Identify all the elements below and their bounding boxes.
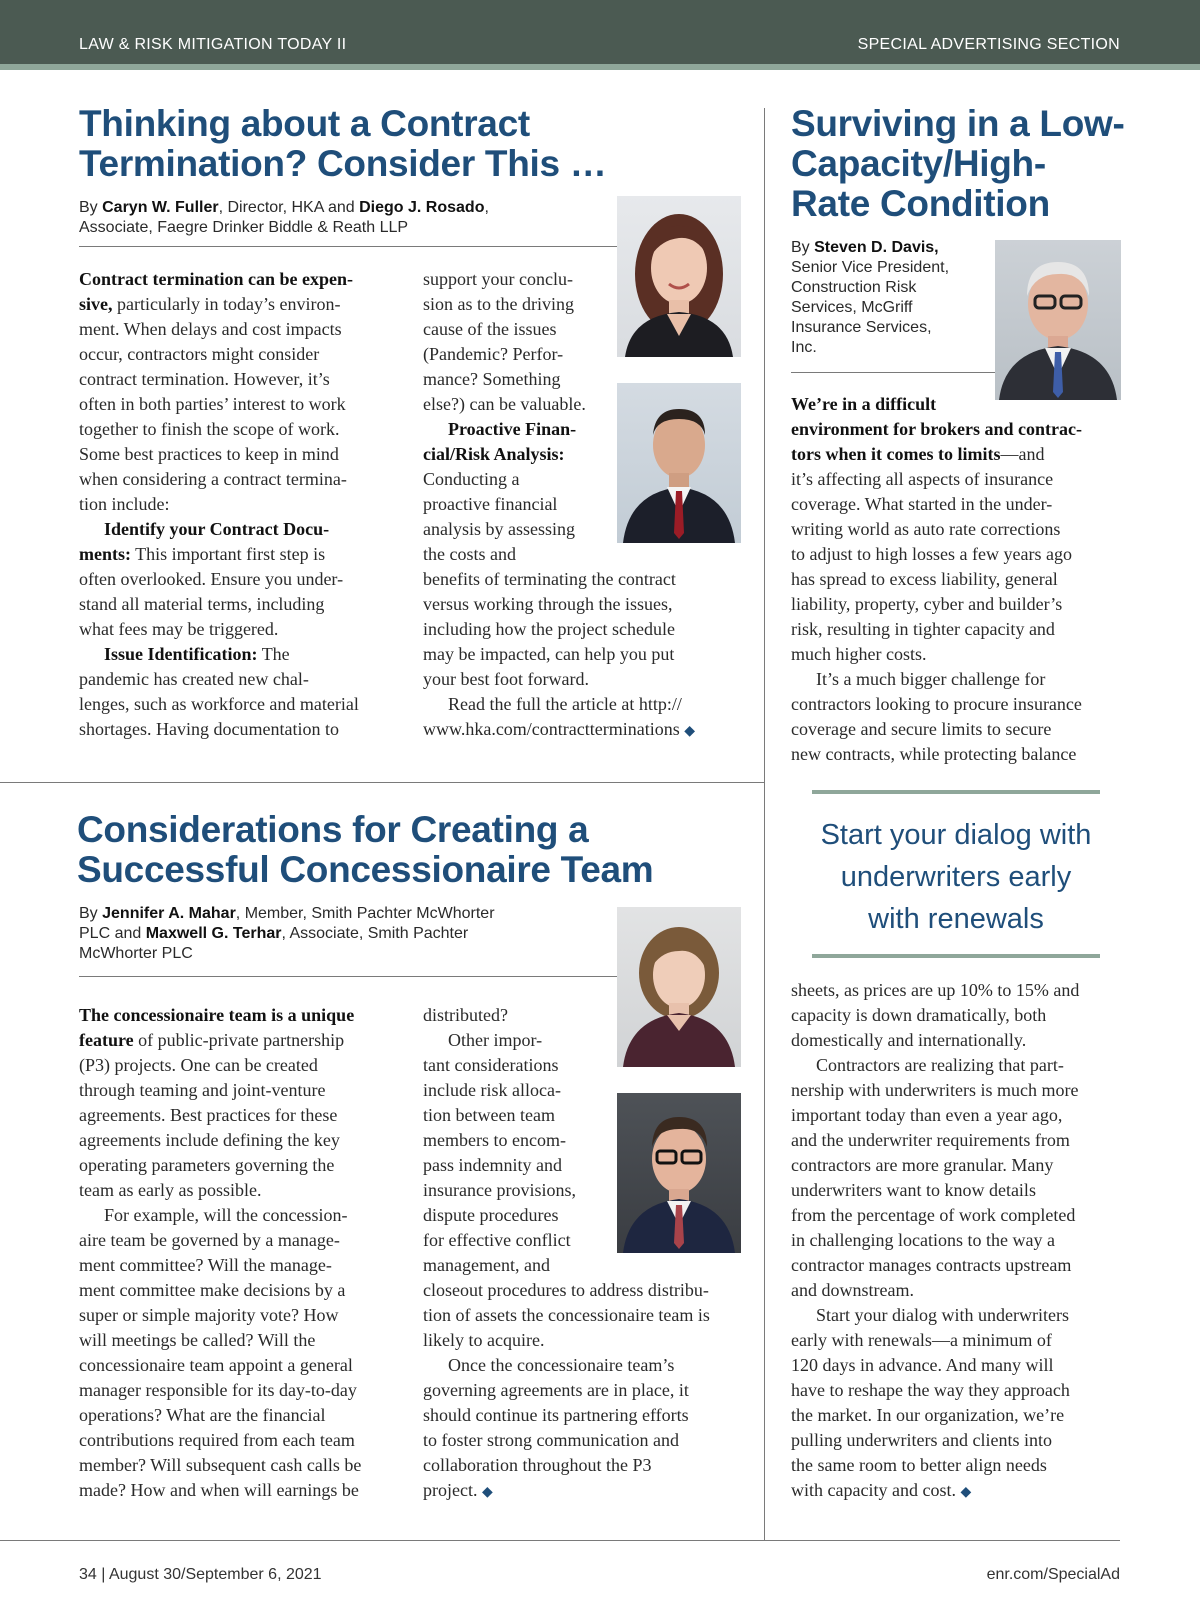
text-line: The concessionaire team is a unique bbox=[79, 1005, 355, 1025]
pull-quote-line: underwriters early bbox=[840, 861, 1072, 893]
text-line: management, and bbox=[423, 1255, 550, 1275]
text-line: sive, particularly in today’s environ- bbox=[79, 294, 341, 314]
text-line: concessionaire team appoint a general bbox=[79, 1355, 353, 1375]
text-line: likely to acquire. bbox=[423, 1330, 545, 1350]
author-role: Senior Vice President, bbox=[791, 259, 950, 276]
title-line: Capacity/High- bbox=[791, 143, 1046, 184]
text-line: including how the project schedule bbox=[423, 619, 675, 639]
text-line: ment. When delays and cost impacts bbox=[79, 319, 342, 339]
title-line: Thinking about a Contract bbox=[79, 103, 530, 144]
text-line: nership with underwriters is much more bbox=[791, 1080, 1079, 1100]
text-line: collaboration throughout the P3 bbox=[423, 1455, 652, 1475]
text-line: closeout procedures to address distribu- bbox=[423, 1280, 709, 1300]
author-photo-steven-davis bbox=[995, 240, 1121, 400]
text-line: proactive financial bbox=[423, 494, 558, 514]
text-line: Proactive Finan- bbox=[448, 419, 577, 439]
top-banner bbox=[0, 0, 1200, 64]
text-line: made? How and when will earnings be bbox=[79, 1480, 359, 1500]
text-line: pass indemnity and bbox=[423, 1155, 562, 1175]
text-line: occur, contractors might consider bbox=[79, 344, 320, 364]
text-line: cause of the issues bbox=[423, 319, 557, 339]
text-line: it’s affecting all aspects of insurance bbox=[791, 469, 1054, 489]
text-line: distributed? bbox=[423, 1005, 508, 1025]
text-line: tion between team bbox=[423, 1105, 555, 1125]
page-folio: 34 | August 30/September 6, 2021 bbox=[79, 1566, 322, 1583]
text-line: Other impor- bbox=[448, 1030, 543, 1050]
text-line: capacity is down dramatically, both bbox=[791, 1005, 1047, 1025]
byline-text: PLC and bbox=[79, 925, 146, 942]
text-line: sheets, as prices are up 10% to 15% and bbox=[791, 980, 1080, 1000]
text-line: early with renewals—a minimum of bbox=[791, 1330, 1052, 1350]
text-line: through teaming and joint-venture bbox=[79, 1080, 326, 1100]
text-line: important today than even a year ago, bbox=[791, 1105, 1063, 1125]
text-line: (P3) projects. One can be created bbox=[79, 1055, 318, 1075]
text-line: member? Will subsequent cash calls be bbox=[79, 1455, 362, 1475]
text-line: liability, property, cyber and builder’s bbox=[791, 594, 1063, 614]
article-1-column-2 bbox=[423, 267, 743, 744]
text-line: writing world as auto rate corrections bbox=[791, 519, 1061, 539]
title-line: Surviving in a Low- bbox=[791, 103, 1125, 144]
text-line: the costs and bbox=[423, 544, 516, 564]
text-line: 120 days in advance. And many will bbox=[791, 1355, 1054, 1375]
text-line: benefits of terminating the contract bbox=[423, 569, 676, 589]
author-role: , Associate, Smith Pachter bbox=[281, 925, 469, 942]
article-1-column-1 bbox=[79, 267, 399, 742]
text-line: may be impacted, can help you put bbox=[423, 644, 675, 664]
text-line: together to finish the scope of work. bbox=[79, 419, 340, 439]
title-line: Considerations for Creating a bbox=[77, 809, 589, 850]
text-line: and the underwriter requirements from bbox=[791, 1130, 1070, 1150]
text-line: contractors looking to procure insurance bbox=[791, 694, 1082, 714]
text-line: will meetings be called? Will the bbox=[79, 1330, 316, 1350]
text-line: underwriters want to know details bbox=[791, 1180, 1036, 1200]
by-label: By bbox=[79, 199, 103, 216]
callout-top-bar bbox=[812, 790, 1100, 794]
text-line: agreements. Best practices for these bbox=[79, 1105, 338, 1125]
section-divider bbox=[0, 782, 764, 783]
byline-rule bbox=[79, 976, 617, 977]
article-link[interactable]: www.hka.com/contractterminations bbox=[423, 719, 680, 739]
text-line: often in both parties’ interest to work bbox=[79, 394, 346, 414]
article-2-column-top bbox=[791, 392, 1131, 767]
text-line: Identify your Contract Docu- bbox=[104, 519, 330, 539]
text-line: governing agreements are in place, it bbox=[423, 1380, 689, 1400]
text-line: members to encom- bbox=[423, 1130, 566, 1150]
text-line: contractors are more granular. Many bbox=[791, 1155, 1054, 1175]
byline-rule bbox=[791, 372, 995, 373]
author-name: Caryn W. Fuller bbox=[102, 199, 219, 216]
end-diamond-icon: ◆ bbox=[960, 1485, 972, 1500]
text-line: ment committee make decisions by a bbox=[79, 1280, 346, 1300]
text-line: For example, will the concession- bbox=[104, 1205, 348, 1225]
text-line: contract termination. However, it’s bbox=[79, 369, 330, 389]
text-line: the same room to better align needs bbox=[791, 1455, 1047, 1475]
text-line: coverage and secure limits to secure bbox=[791, 719, 1052, 739]
author-role: Associate, Faegre Drinker Biddle & Reath LLP bbox=[79, 219, 409, 236]
text-line: Contract termination can be expen- bbox=[79, 269, 353, 289]
author-role: Services, McGriff bbox=[791, 299, 913, 316]
text-line: Conducting a bbox=[423, 469, 520, 489]
author-name: Maxwell G. Terhar bbox=[145, 925, 282, 942]
text-line: have to reshape the way they approach bbox=[791, 1380, 1070, 1400]
text-line: and downstream. bbox=[791, 1280, 914, 1300]
end-diamond-icon: ◆ bbox=[684, 724, 696, 739]
text-line: cial/Risk Analysis: bbox=[423, 444, 565, 464]
by-label: By bbox=[791, 239, 815, 256]
text-line: else?) can be valuable. bbox=[423, 394, 586, 414]
article-3-title bbox=[77, 810, 757, 890]
text-line: support your conclu- bbox=[423, 269, 573, 289]
text-line: Issue Identification: The bbox=[104, 644, 290, 664]
text-line: mance? Something bbox=[423, 369, 561, 389]
text-line: to adjust to high losses a few years ago bbox=[791, 544, 1072, 564]
author-role: Insurance Services, bbox=[791, 319, 932, 336]
text-line: what fees may be triggered. bbox=[79, 619, 279, 639]
text-line: new contracts, while protecting balance bbox=[791, 744, 1077, 764]
text-line: from the percentage of work completed bbox=[791, 1205, 1076, 1225]
text-line: versus working through the issues, bbox=[423, 594, 673, 614]
byline-rule bbox=[79, 246, 617, 247]
text-line: shortages. Having documentation to bbox=[79, 719, 339, 739]
text-line: to foster strong communication and bbox=[423, 1430, 679, 1450]
text-line bbox=[423, 717, 743, 744]
end-diamond-icon: ◆ bbox=[481, 1485, 493, 1500]
text-line: environment for brokers and contrac- bbox=[791, 419, 1082, 439]
text-line: team as early as possible. bbox=[79, 1180, 262, 1200]
text-line: tion of assets the concessionaire team is bbox=[423, 1305, 710, 1325]
text-line: contributions required from each team bbox=[79, 1430, 355, 1450]
text-line: project. ◆ bbox=[423, 1480, 493, 1500]
author-role: , Member, Smith Pachter McWhorter bbox=[235, 905, 495, 922]
author-name: Diego J. Rosado bbox=[359, 199, 485, 216]
article-3-column-1 bbox=[79, 1003, 409, 1503]
text-line: feature of public-private partnership bbox=[79, 1030, 345, 1050]
author-role: , Director, HKA and bbox=[218, 199, 360, 216]
section-label: SPECIAL ADVERTISING SECTION bbox=[857, 36, 1120, 53]
text-line: manager responsible for its day-to-day bbox=[79, 1380, 357, 1400]
text-line: aire team be governed by a manage- bbox=[79, 1230, 340, 1250]
text-line: include risk alloca- bbox=[423, 1080, 561, 1100]
text-line: Some best practices to keep in mind bbox=[79, 444, 339, 464]
text-line: stand all material terms, including bbox=[79, 594, 325, 614]
text-line: for effective conflict bbox=[423, 1230, 571, 1250]
text-line: We’re in a difficult bbox=[791, 394, 937, 414]
text-line: should continue its partnering efforts bbox=[423, 1405, 689, 1425]
article-3-column-2 bbox=[423, 1003, 753, 1505]
text-line: much higher costs. bbox=[791, 644, 927, 664]
text-line: pulling underwriters and clients into bbox=[791, 1430, 1052, 1450]
author-role: Inc. bbox=[791, 339, 817, 356]
text-line: operations? What are the financial bbox=[79, 1405, 326, 1425]
article-2-byline bbox=[791, 238, 991, 358]
text-line: tors when it comes to limits—and bbox=[791, 444, 1045, 464]
text-line: (Pandemic? Perfor- bbox=[423, 344, 564, 364]
text-line: your best foot forward. bbox=[423, 669, 589, 689]
text-line: in challenging locations to the way a bbox=[791, 1230, 1055, 1250]
pull-quote-line: Start your dialog with bbox=[820, 819, 1092, 851]
text-line: tion include: bbox=[79, 494, 170, 514]
callout-bottom-bar bbox=[812, 954, 1100, 958]
portrait-man-glasses-icon bbox=[995, 240, 1121, 400]
text-line: super or simple majority vote? How bbox=[79, 1305, 339, 1325]
text-line: insurance provisions, bbox=[423, 1180, 576, 1200]
text-line: contractor manages contracts upstream bbox=[791, 1255, 1072, 1275]
publication-title: LAW & RISK MITIGATION TODAY II bbox=[79, 36, 347, 53]
text-line: It’s a much bigger challenge for bbox=[816, 669, 1046, 689]
footer-url[interactable]: enr.com/SpecialAd bbox=[986, 1566, 1120, 1583]
byline-text: McWhorter PLC bbox=[79, 945, 193, 962]
text-line: Read the full the article at http:// bbox=[448, 694, 682, 714]
text-line: coverage. What started in the under- bbox=[791, 494, 1053, 514]
text-line: ment committee? Will the manage- bbox=[79, 1255, 332, 1275]
author-role: Construction Risk bbox=[791, 279, 917, 296]
text-line: risk, resulting in tighter capacity and bbox=[791, 619, 1055, 639]
text-line: agreements include defining the key bbox=[79, 1130, 340, 1150]
pull-quote bbox=[791, 814, 1121, 940]
article-2-title bbox=[791, 104, 1131, 224]
text-line: Start your dialog with underwriters bbox=[816, 1305, 1069, 1325]
text-line: lenges, such as workforce and material bbox=[79, 694, 359, 714]
text-line: domestically and internationally. bbox=[791, 1030, 1027, 1050]
text-line: analysis by assessing bbox=[423, 519, 575, 539]
text-line: Once the concessionaire team’s bbox=[448, 1355, 675, 1375]
title-line: Termination? Consider This … bbox=[79, 143, 607, 184]
article-1-byline: By Caryn W. Fuller, Director, HKA and Diego J. Rosado, Associate, Faegre Drinker Biddle & Reath LLP bbox=[79, 199, 489, 236]
text-line: pandemic has created new chal- bbox=[79, 669, 309, 689]
text-line: with capacity and cost. ◆ bbox=[791, 1480, 972, 1500]
author-name: Steven D. Davis, bbox=[814, 239, 939, 256]
pull-quote-line: with renewals bbox=[868, 903, 1044, 935]
footer-rule bbox=[0, 1540, 1120, 1541]
article-2-column-bottom bbox=[791, 978, 1131, 1505]
text-line: Contractors are realizing that part- bbox=[816, 1055, 1064, 1075]
text-line: operating parameters governing the bbox=[79, 1155, 335, 1175]
text-line: dispute procedures bbox=[423, 1205, 559, 1225]
text-line: the market. In our organization, we’re bbox=[791, 1405, 1065, 1425]
article-1-title bbox=[79, 104, 759, 184]
by-label: By bbox=[79, 905, 103, 922]
text-line: has spread to excess liability, general bbox=[791, 569, 1058, 589]
title-line: Rate Condition bbox=[791, 183, 1050, 224]
text-line: often overlooked. Ensure you under- bbox=[79, 569, 344, 589]
title-line: Successful Concessionaire Team bbox=[77, 849, 654, 890]
column-divider bbox=[764, 108, 765, 1540]
text-line: tant considerations bbox=[423, 1055, 559, 1075]
author-name: Jennifer A. Mahar bbox=[102, 905, 236, 922]
text-line: sion as to the driving bbox=[423, 294, 574, 314]
text-line: ments: This important first step is bbox=[79, 544, 326, 564]
banner-stripe bbox=[0, 64, 1200, 70]
text-line: when considering a contract termina- bbox=[79, 469, 347, 489]
